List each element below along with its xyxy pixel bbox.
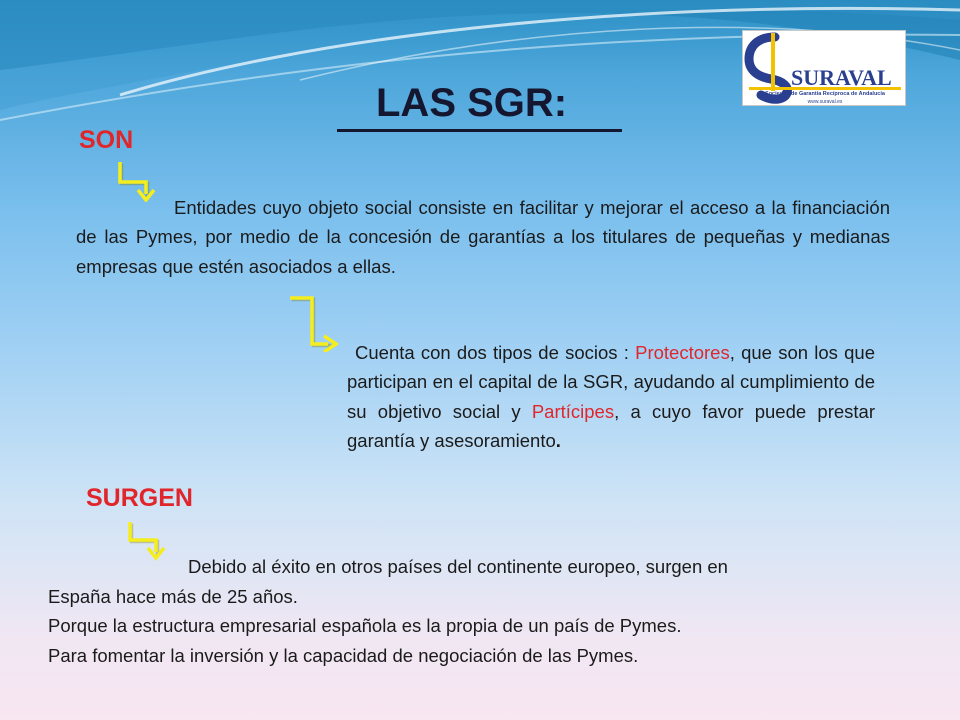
logo-wordmark: SURAVAL <box>791 65 892 90</box>
logo-url: www.suraval.es <box>807 99 843 105</box>
socios-description <box>347 338 875 455</box>
heading-son: SON <box>79 126 134 154</box>
surgen-line: Porque la estructura empresarial española es la propia de un país de Pymes. <box>48 615 682 636</box>
arrow-down-right-icon <box>284 296 340 352</box>
heading-surgen: SURGEN <box>86 484 193 512</box>
surgen-line: Para fomentar la inversión y la capacidad de negociación de las Pymes. <box>48 644 639 666</box>
suraval-logo <box>742 30 906 106</box>
surgen-description <box>48 552 898 670</box>
term-protectores: Protectores <box>635 342 730 363</box>
slide-title: LAS SGR: <box>376 81 568 125</box>
surgen-line: Debido al éxito en otros países del continente europeo, surgen en <box>188 556 728 577</box>
term-participes: Partícipes <box>531 400 615 422</box>
son-description: Entidades cuyo objeto social consiste en facilitar y mejorar el acceso a la financiación de las Pymes, por medio de la concesión de garantías a los titulares de pequeñas y medianas empresas que estén asociados a ellas. <box>76 197 890 277</box>
socios-mid: , que son los que participan en el capital de la SGR, ayudando al cumplimiento de su objetivo social y <box>347 342 875 422</box>
logo-tagline: Sociedad de Garantía Recíproca de Andalucía <box>765 91 885 97</box>
socios-intro: Cuenta con dos tipos de socios : <box>355 342 636 363</box>
socios-end: , a cuyo favor puede prestar garantía y asesoramiento <box>347 400 875 451</box>
title-underline <box>337 129 622 132</box>
surgen-line: España hace más de 25 años. <box>48 585 298 607</box>
socios-period: . <box>555 429 561 451</box>
